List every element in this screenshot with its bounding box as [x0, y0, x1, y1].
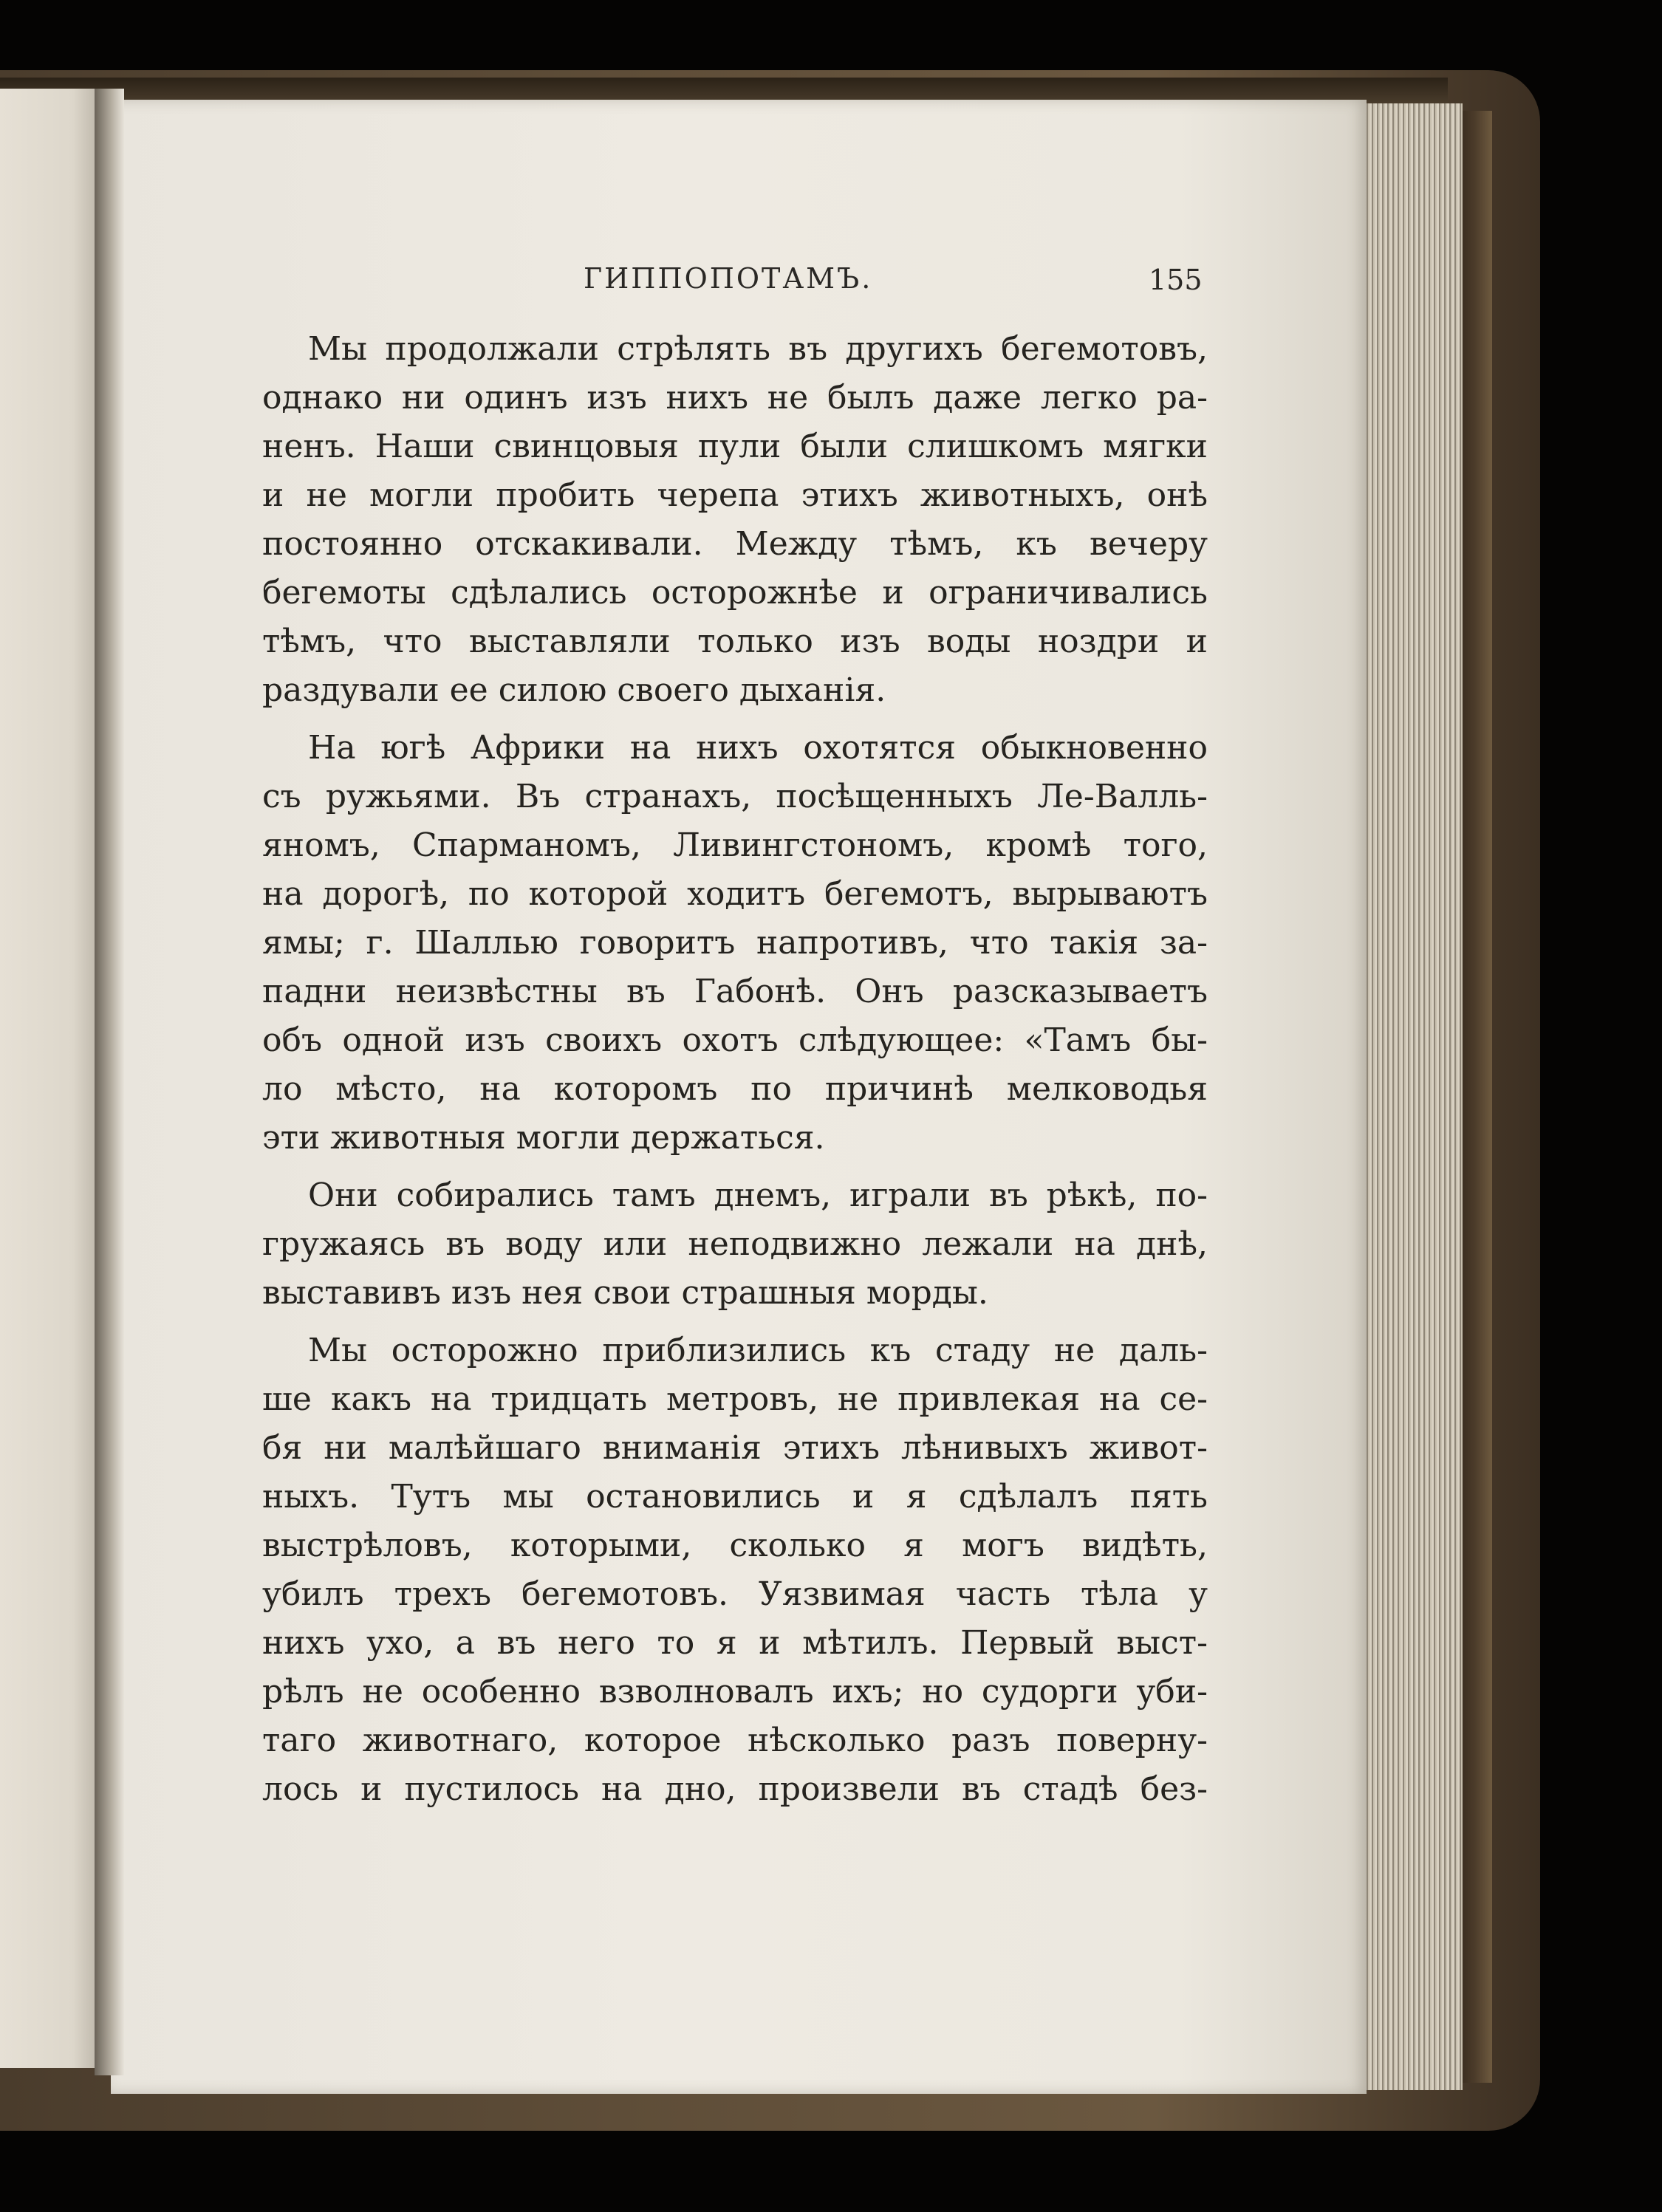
text-line: Мы продолжали стрѣлять въ другихъ бегемотовъ, — [308, 330, 1208, 368]
text-line: ненъ. Наши свинцовыя пули были слишкомъ мягки — [262, 428, 1208, 465]
text-line: тѣмъ, что выставляли только изъ воды ноздри и — [262, 623, 1208, 660]
text-line: съ ружьями. Въ странахъ, посѣщенныхъ Ле-Валль- — [262, 778, 1208, 815]
text-line: и не могли пробить черепа этихъ животныхъ, онѣ — [262, 476, 1208, 514]
running-title: ГИППОПОТАМЪ. — [584, 262, 873, 295]
text-line: ше какъ на тридцать метровъ, не привлекая на се- — [262, 1380, 1208, 1418]
text-line: ямы; г. Шаллью говоритъ напротивъ, что такія за- — [262, 924, 1208, 962]
text-line: Они собирались тамъ днемъ, играли въ рѣкѣ, по- — [308, 1177, 1208, 1214]
text-line: бегемоты сдѣлались осторожнѣе и ограничивались — [262, 574, 1208, 612]
text-line: выставивъ изъ нея свои страшныя морды. — [262, 1274, 988, 1312]
text-line: таго животнаго, которое нѣсколько разъ поверну- — [262, 1722, 1208, 1759]
text-line: ло мѣсто, на которомъ по причинѣ мелководья — [262, 1070, 1208, 1108]
text-line: объ одной изъ своихъ охотъ слѣдующее: «Тамъ бы- — [262, 1021, 1208, 1059]
page-number: 155 — [1149, 264, 1203, 296]
text-line: На югѣ Африки на нихъ охотятся обыкновенно — [308, 729, 1208, 767]
text-line: бя ни малѣйшаго вниманія этихъ лѣнивыхъ живот- — [262, 1429, 1208, 1467]
text-line: падни неизвѣстны въ Габонѣ. Онъ разсказываетъ — [262, 973, 1208, 1010]
text-line: яномъ, Спарманомъ, Ливингстономъ, кромѣ того, — [262, 826, 1208, 864]
text-line: на дорогѣ, по которой ходитъ бегемотъ, вырываютъ — [262, 875, 1208, 913]
facing-page — [0, 89, 103, 2068]
text-line: выстрѣловъ, которыми, сколько я могъ видѣть, — [262, 1527, 1208, 1564]
text-line: Мы осторожно приблизились къ стаду не даль- — [308, 1332, 1208, 1369]
text-line: эти животныя могли держаться. — [262, 1119, 825, 1157]
running-header — [111, 262, 1367, 307]
page-edges — [1359, 103, 1463, 2090]
text-line: нихъ ухо, а въ него то я и мѣтилъ. Первый выст- — [262, 1624, 1208, 1662]
text-line: однако ни одинъ изъ нихъ не былъ даже легко ра- — [262, 379, 1208, 417]
page-gutter — [95, 89, 124, 2075]
text-line: гружаясь въ воду или неподвижно лежали на днѣ, — [262, 1225, 1208, 1263]
text-line: постоянно отскакивали. Между тѣмъ, къ вечеру — [262, 525, 1208, 563]
text-line: ныхъ. Тутъ мы остановились и я сдѣлалъ пять — [262, 1478, 1208, 1516]
text-line: лось и пустилось на дно, произвели въ стадѣ без- — [262, 1770, 1208, 1808]
text-line: рѣлъ не особенно взволновалъ ихъ; но судорги уби- — [262, 1673, 1208, 1711]
text-line: убилъ трехъ бегемотовъ. Уязвимая часть тѣла у — [262, 1575, 1208, 1613]
text-line: раздували ее силою своего дыханія. — [262, 671, 886, 709]
body-text — [262, 325, 1208, 1814]
